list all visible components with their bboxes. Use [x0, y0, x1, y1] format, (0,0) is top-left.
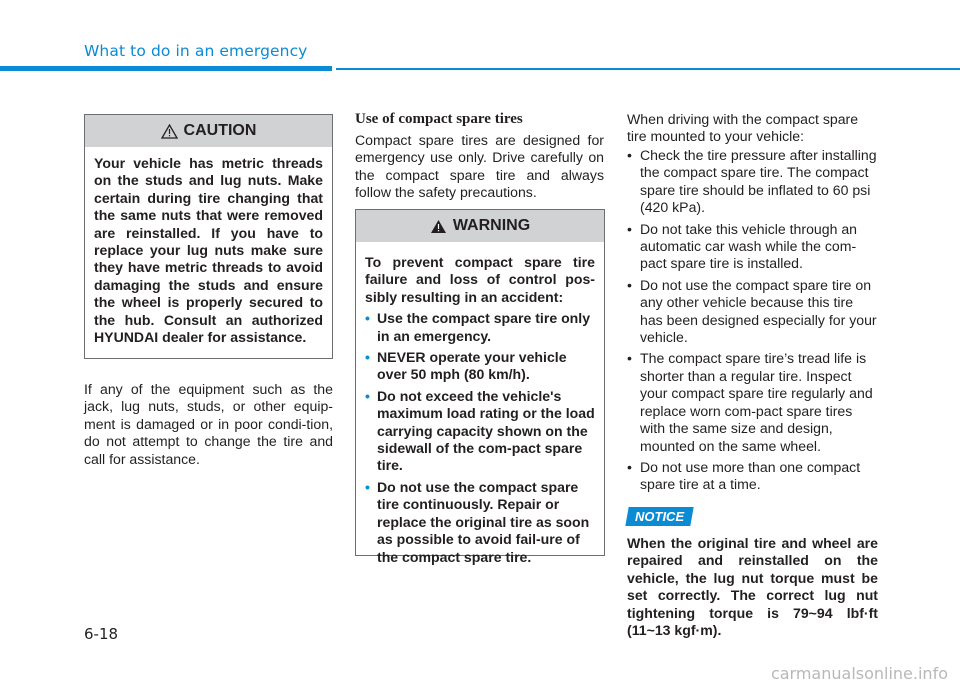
- section-title: What to do in an emergency: [84, 42, 308, 60]
- bullet-dot-icon: •: [627, 350, 632, 367]
- bullet-dot-icon: •: [365, 478, 370, 495]
- list-item: • Do not use more than one compact spare tire at a time.: [627, 458, 861, 493]
- warning-body: [356, 242, 604, 566]
- list-item: • Do not use the compact spare tire on any other vehicle because this tire has been designed especially for your vehicle.: [627, 276, 877, 346]
- bullet-dot-icon: •: [627, 276, 632, 293]
- warning-bullet: • NEVER operate your vehicle over 50 mph (80 km/h).: [365, 349, 567, 383]
- caution-label: CAUTION: [183, 122, 257, 139]
- watermark: carmanualsonline.info: [770, 664, 948, 683]
- bullet-dot-icon: •: [365, 349, 370, 366]
- notice-badge: [625, 507, 693, 526]
- bullet-dot-icon: •: [365, 310, 370, 327]
- warning-label: WARNING: [452, 217, 531, 234]
- lug-nut-torque-notice: When the original tire and wheel are repaired and reinstalled on the vehicle, the lug nut torque must be set correctly. The correct lug nut tightening torque is 79~94 lbf·ft (11~13 kgf·m).: [627, 535, 878, 639]
- warning-triangle-filled-icon: [430, 219, 447, 234]
- list-item: • Do not take this vehicle through an automatic car wash while the com-pact spare tire is installed.: [627, 220, 858, 272]
- spare-tire-heading: Use of compact spare tires: [355, 111, 523, 127]
- warning-triangle-outline-icon: [161, 124, 178, 139]
- list-item: • Check the tire pressure after installing the compact spare tire. The compact spare tire should be inflated to 60 psi (420 kPa).: [627, 147, 877, 216]
- warning-box: [355, 209, 605, 565]
- warning-header: [356, 210, 604, 242]
- bullet-dot-icon: •: [365, 387, 370, 404]
- driving-spare-intro: When driving with the compact spare tire mounted to your vehicle:: [627, 111, 859, 145]
- warning-bullet: • Do not use the compact spare tire continuously. Repair or replace the original tire as soon as possible to avoid fail-ure of the compact spare tire.: [365, 478, 590, 565]
- bullet-dot-icon: •: [627, 220, 632, 237]
- bullet-dot-icon: •: [627, 147, 632, 163]
- header-accent-bar: [0, 66, 332, 71]
- notice-label: NOTICE: [634, 509, 685, 524]
- page-number: 6-18: [84, 625, 119, 643]
- caution-header: [85, 115, 332, 147]
- caution-body: Your vehicle has metric threads on the studs and lug nuts. Make certain during tire changing that the same nuts that were removed are reinstalled. If you have to replace your lug nuts make sure they have metric threads to avoid damaging the studs and ensure the wheel is properly secured to the hub. Consult an authorized HYUNDAI dealer for assistance.: [94, 155, 323, 346]
- warning-intro: To prevent compact spare tire failure and loss of control pos-sibly resulting in an accident:: [365, 254, 595, 305]
- warning-bullet-list: [365, 310, 595, 566]
- list-item: • The compact spare tire’s tread life is shorter than a regular tire. Inspect your compact spare tire regularly and replace worn com-pact spare tires with the same size and design, mounted on the same wheel.: [627, 350, 873, 454]
- spare-tire-bullet-list: [627, 147, 877, 498]
- spare-tire-paragraph: Compact spare tires are designed for emergency use only. Drive carefully on the compact spare tire and always follow the safety precautions.: [355, 132, 604, 201]
- warning-bullet: • Use the compact spare tire only in an emergency.: [365, 310, 591, 344]
- warning-bullet: • Do not exceed the vehicle's maximum load rating or the load carrying capacity shown on the sidewall of the com-pact spare tire.: [365, 387, 595, 474]
- header-rule: [336, 68, 960, 70]
- bullet-dot-icon: •: [627, 458, 632, 475]
- caution-box: [84, 114, 333, 359]
- equipment-damage-paragraph: If any of the equipment such as the jack, lug nuts, studs, or other equip-ment is damaged or in poor condi-tion, do not attempt to change the tire and call for assistance.: [84, 381, 333, 467]
